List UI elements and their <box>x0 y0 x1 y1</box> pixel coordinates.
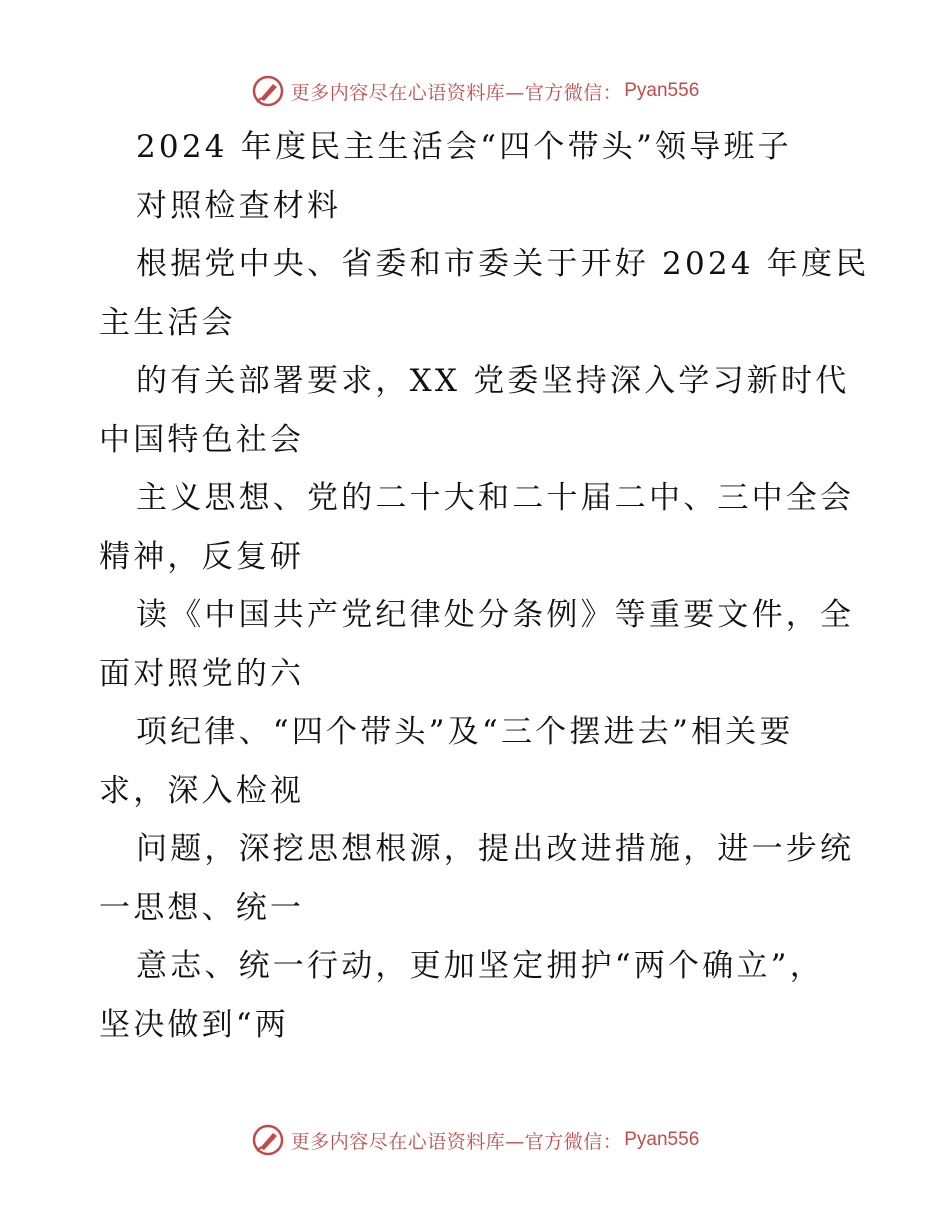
title-line-2: 对照检查材料 <box>136 187 342 224</box>
watermark-wechat-id: Pyan556 <box>624 80 700 101</box>
body-line: 主生活会 <box>99 304 236 341</box>
body-line: 的有关部署要求，XX 党委坚持深入学习新时代 <box>136 363 850 399</box>
body-line: 精神，反复研 <box>99 538 305 575</box>
watermark-text: 更多内容尽在心语资料库—官方微信： <box>290 81 623 104</box>
body-line: 根据党中央、省委和市委关于开好 2024 年度民 <box>136 246 870 282</box>
title-line-1: 2024 年度民主生活会“四个带头”领导班子 <box>136 129 792 165</box>
header-watermark <box>0 71 950 111</box>
footer-watermark <box>0 1120 950 1160</box>
body-line: 问题，深挖思想根源，提出改进措施，进一步统 <box>136 831 855 867</box>
body-line: 读《中国共产党纪律处分条例》等重要文件，全 <box>136 597 855 633</box>
body-line: 一思想、统一 <box>99 889 305 926</box>
body-line: 主义思想、党的二十大和二十届二中、三中全会 <box>136 480 855 516</box>
body-line: 坚决做到“两 <box>99 1006 290 1043</box>
quill-logo-icon <box>251 74 285 108</box>
quill-logo-icon <box>251 1123 285 1157</box>
document-body <box>99 118 870 1054</box>
body-line: 求，深入检视 <box>99 772 305 809</box>
body-line: 项纪律、“四个带头”及“三个摆进去”相关要 <box>136 714 794 750</box>
body-line: 意志、统一行动，更加坚定拥护“两个确立”， <box>136 948 824 984</box>
body-line: 中国特色社会 <box>99 421 305 458</box>
watermark-text: 更多内容尽在心语资料库—官方微信： <box>290 1130 623 1153</box>
watermark-wechat-id: Pyan556 <box>624 1129 700 1150</box>
body-line: 面对照党的六 <box>99 655 305 692</box>
